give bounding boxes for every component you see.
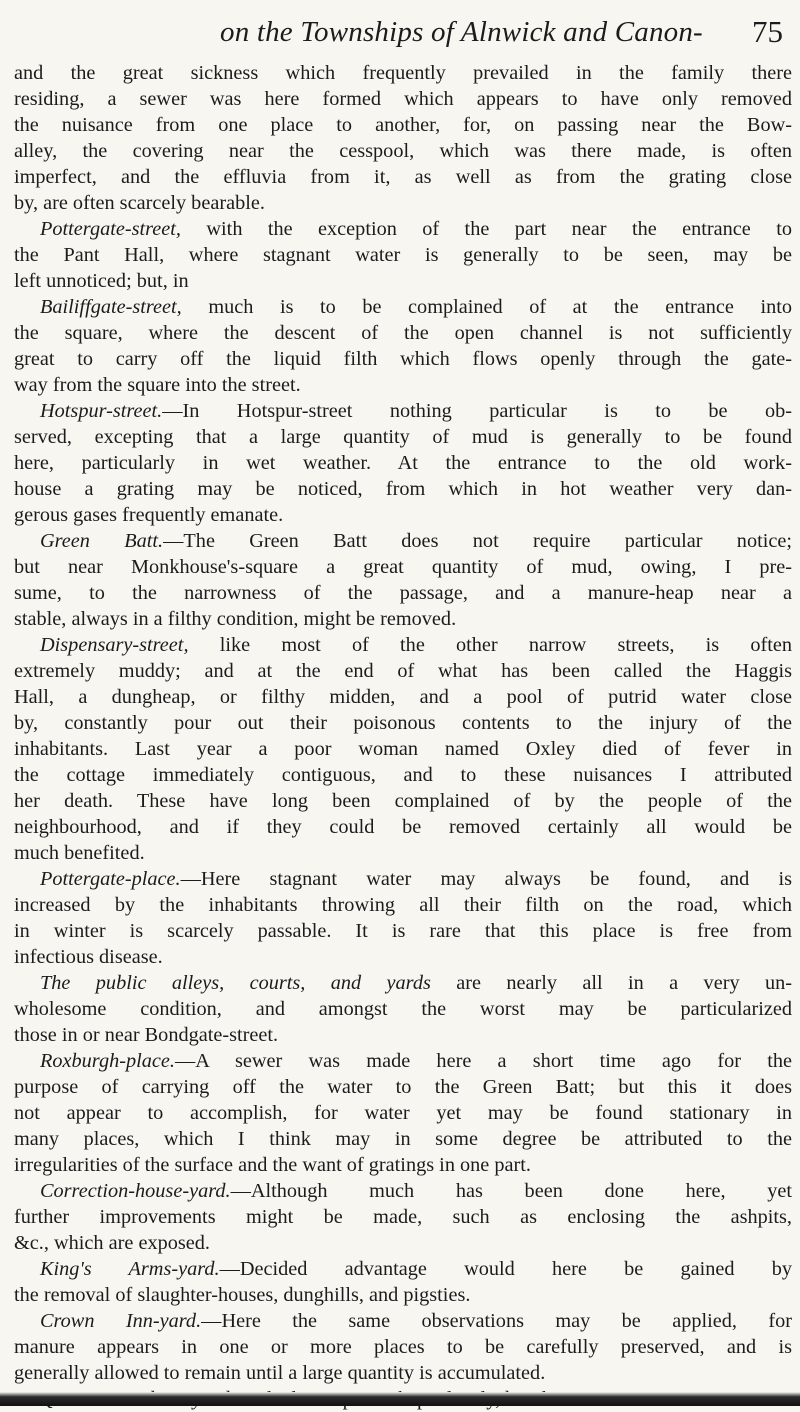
text-line bbox=[14, 86, 792, 112]
text-line bbox=[14, 138, 792, 164]
text-line bbox=[14, 60, 792, 86]
line-text: —A sewer was made here a short time ago for the bbox=[174, 1050, 792, 1072]
line-text: —In Hotspur-street nothing particular is to be ob- bbox=[162, 400, 792, 422]
line-text: stable, always in a filthy condition, might be removed. bbox=[14, 608, 457, 630]
section-heading: Pottergate-street, bbox=[40, 218, 181, 240]
section-heading: The public alleys, courts, and yards bbox=[40, 972, 431, 994]
text-line bbox=[14, 1282, 792, 1308]
line-text: many places, which I think may in some degree be attributed to the bbox=[14, 1128, 792, 1150]
line-text: irregularities of the surface and the want of gratings in one part. bbox=[14, 1154, 531, 1176]
paragraph bbox=[14, 866, 792, 970]
text-line bbox=[14, 840, 792, 866]
line-text: further improvements might be made, such as enclosing the ashpits, bbox=[14, 1206, 792, 1228]
section-heading: Roxburgh-place. bbox=[40, 1050, 175, 1072]
text-line bbox=[14, 762, 792, 788]
text-line bbox=[14, 580, 792, 606]
text-line bbox=[14, 242, 792, 268]
text-line bbox=[14, 918, 792, 944]
line-text: those in or near Bondgate-street. bbox=[14, 1024, 279, 1046]
paragraph bbox=[14, 632, 792, 866]
text-line bbox=[14, 1308, 792, 1334]
section-heading: Bailiffgate-street, bbox=[40, 296, 182, 318]
text-line bbox=[14, 814, 792, 840]
paragraph bbox=[14, 1308, 792, 1386]
line-text: sume, to the narrowness of the passage, and a manure-heap near a bbox=[14, 582, 792, 604]
text-line bbox=[14, 1230, 792, 1256]
text-line bbox=[14, 658, 792, 684]
section-heading: Green Batt. bbox=[40, 530, 164, 552]
line-text: but near Monkhouse's-square a great quantity of mud, owing, I pre- bbox=[14, 556, 792, 578]
text-line bbox=[14, 892, 792, 918]
text-line bbox=[14, 112, 792, 138]
paragraph bbox=[14, 294, 792, 398]
line-text: —The Green Batt does not require particular notice; bbox=[163, 530, 792, 552]
paragraph bbox=[14, 216, 792, 294]
section-heading: Hotspur-street. bbox=[40, 400, 163, 422]
line-text: neighbourhood, and if they could be removed certainly all would be bbox=[14, 816, 792, 838]
line-text: here, particularly in wet weather. At the entrance to the old work- bbox=[14, 452, 792, 474]
line-text: generally allowed to remain until a large quantity is accumulated. bbox=[14, 1362, 546, 1384]
line-text: gerous gases frequently emanate. bbox=[14, 504, 284, 526]
line-text: residing, a sewer was here formed which appears to have only removed bbox=[14, 88, 792, 110]
line-text: by, are often scarcely bearable. bbox=[14, 192, 265, 214]
line-text: much benefited. bbox=[14, 842, 145, 864]
text-line bbox=[14, 450, 792, 476]
line-text: inhabitants. Last year a poor woman named Oxley died of fever in bbox=[14, 738, 792, 760]
line-text: alley, the covering near the cesspool, which was there made, is often bbox=[14, 140, 792, 162]
line-text: the Pant Hall, where stagnant water is generally to be seen, may be bbox=[14, 244, 792, 266]
text-line bbox=[14, 1204, 792, 1230]
line-text: purpose of carrying off the water to the Green Batt; but this it does bbox=[14, 1076, 792, 1098]
paragraph bbox=[14, 60, 792, 216]
text-line bbox=[14, 788, 792, 814]
line-text: —Decided advantage would here be gained by bbox=[219, 1258, 792, 1280]
text-line bbox=[14, 1048, 792, 1074]
text-line bbox=[14, 1074, 792, 1100]
text-line bbox=[14, 866, 792, 892]
line-text: extremely muddy; and at the end of what has been called the Haggis bbox=[14, 660, 792, 682]
section-heading: King's Arms-yard. bbox=[40, 1258, 220, 1280]
text-line bbox=[14, 164, 792, 190]
line-text: manure appears in one or more places to be carefully preserved, and is bbox=[14, 1336, 792, 1358]
line-text: increased by the inhabitants throwing all their filth on the road, which bbox=[14, 894, 792, 916]
text-line bbox=[14, 944, 792, 970]
text-line bbox=[14, 424, 792, 450]
line-text: —Here the same observations may be applied, for bbox=[201, 1310, 792, 1332]
paragraph bbox=[14, 1048, 792, 1178]
text-line bbox=[14, 1100, 792, 1126]
section-heading: Pottergate-place. bbox=[40, 868, 181, 890]
line-text: &c., which are exposed. bbox=[14, 1232, 210, 1254]
line-text: the nuisance from one place to another, for, on passing near the Bow- bbox=[14, 114, 792, 136]
line-text: the cottage immediately contiguous, and to these nuisances I attributed bbox=[14, 764, 792, 786]
line-text: Hall, a dungheap, or filthy midden, and a pool of putrid water close bbox=[14, 686, 792, 708]
text-line bbox=[14, 554, 792, 580]
paragraph bbox=[14, 1178, 792, 1256]
paragraph bbox=[14, 970, 792, 1048]
paragraph bbox=[14, 398, 792, 528]
line-text: left unnoticed; but, in bbox=[14, 270, 189, 292]
line-text: and the great sickness which frequently prevailed in the family there bbox=[14, 62, 792, 84]
section-heading: Correction-house-yard. bbox=[40, 1180, 231, 1202]
text-line bbox=[14, 476, 792, 502]
text-line bbox=[14, 1334, 792, 1360]
paragraph bbox=[14, 1256, 792, 1308]
text-line bbox=[14, 294, 792, 320]
text-line bbox=[14, 1360, 792, 1386]
text-line bbox=[14, 320, 792, 346]
line-text: —Although much has been done here, yet bbox=[230, 1180, 792, 1202]
line-text: infectious disease. bbox=[14, 946, 163, 968]
line-text: her death. These have long been complained of by the people of the bbox=[14, 790, 792, 812]
line-text: not appear to accomplish, for water yet may be found stationary in bbox=[14, 1102, 792, 1124]
section-heading: Dispensary-street, bbox=[40, 634, 189, 656]
line-text: house a grating may be noticed, from which in hot weather very dan- bbox=[14, 478, 792, 500]
line-text: served, excepting that a large quantity of mud is generally to be found bbox=[14, 426, 792, 448]
line-text: wholesome condition, and amongst the worst may be particularized bbox=[14, 998, 792, 1020]
text-line bbox=[14, 996, 792, 1022]
text-line bbox=[14, 1152, 792, 1178]
line-text: in winter is scarcely passable. It is rare that this place is free from bbox=[14, 920, 792, 942]
text-line bbox=[14, 1256, 792, 1282]
text-line bbox=[14, 970, 792, 996]
running-head bbox=[0, 8, 800, 48]
text-line bbox=[14, 606, 792, 632]
line-text: like most of the other narrow streets, is often bbox=[188, 634, 792, 656]
text-line bbox=[14, 502, 792, 528]
line-text: by, constantly pour out their poisonous contents to the injury of the bbox=[14, 712, 792, 734]
line-text: the removal of slaughter-houses, dunghills, and pigsties. bbox=[14, 1284, 471, 1306]
text-line bbox=[14, 1178, 792, 1204]
line-text: are nearly all in a very un- bbox=[430, 972, 792, 994]
section-heading: Crown Inn-yard. bbox=[40, 1310, 202, 1332]
text-line bbox=[14, 398, 792, 424]
paragraph bbox=[14, 528, 792, 632]
text-line bbox=[14, 528, 792, 554]
text-line bbox=[14, 268, 792, 294]
text-line bbox=[14, 346, 792, 372]
text-line bbox=[14, 684, 792, 710]
running-title: on the Townships of Alnwick and Canon- bbox=[220, 16, 703, 48]
text-line bbox=[14, 1022, 792, 1048]
page-bottom-edge bbox=[0, 1392, 800, 1406]
line-text: the square, where the descent of the open channel is not sufficiently bbox=[14, 322, 792, 344]
body-text bbox=[14, 60, 792, 1412]
page-number: 75 bbox=[752, 14, 783, 49]
line-text: great to carry off the liquid filth which flows openly through the gate- bbox=[14, 348, 792, 370]
line-text: with the exception of the part near the entrance to bbox=[181, 218, 792, 240]
text-line bbox=[14, 710, 792, 736]
text-line bbox=[14, 372, 792, 398]
text-line bbox=[14, 632, 792, 658]
line-text: —Here stagnant water may always be found, and is bbox=[180, 868, 792, 890]
line-text: imperfect, and the effluvia from it, as well as from the grating close bbox=[14, 166, 792, 188]
text-line bbox=[14, 190, 792, 216]
text-line bbox=[14, 736, 792, 762]
line-text: much is to be complained of at the entrance into bbox=[181, 296, 792, 318]
text-line bbox=[14, 216, 792, 242]
text-line bbox=[14, 1126, 792, 1152]
line-text: way from the square into the street. bbox=[14, 374, 301, 396]
